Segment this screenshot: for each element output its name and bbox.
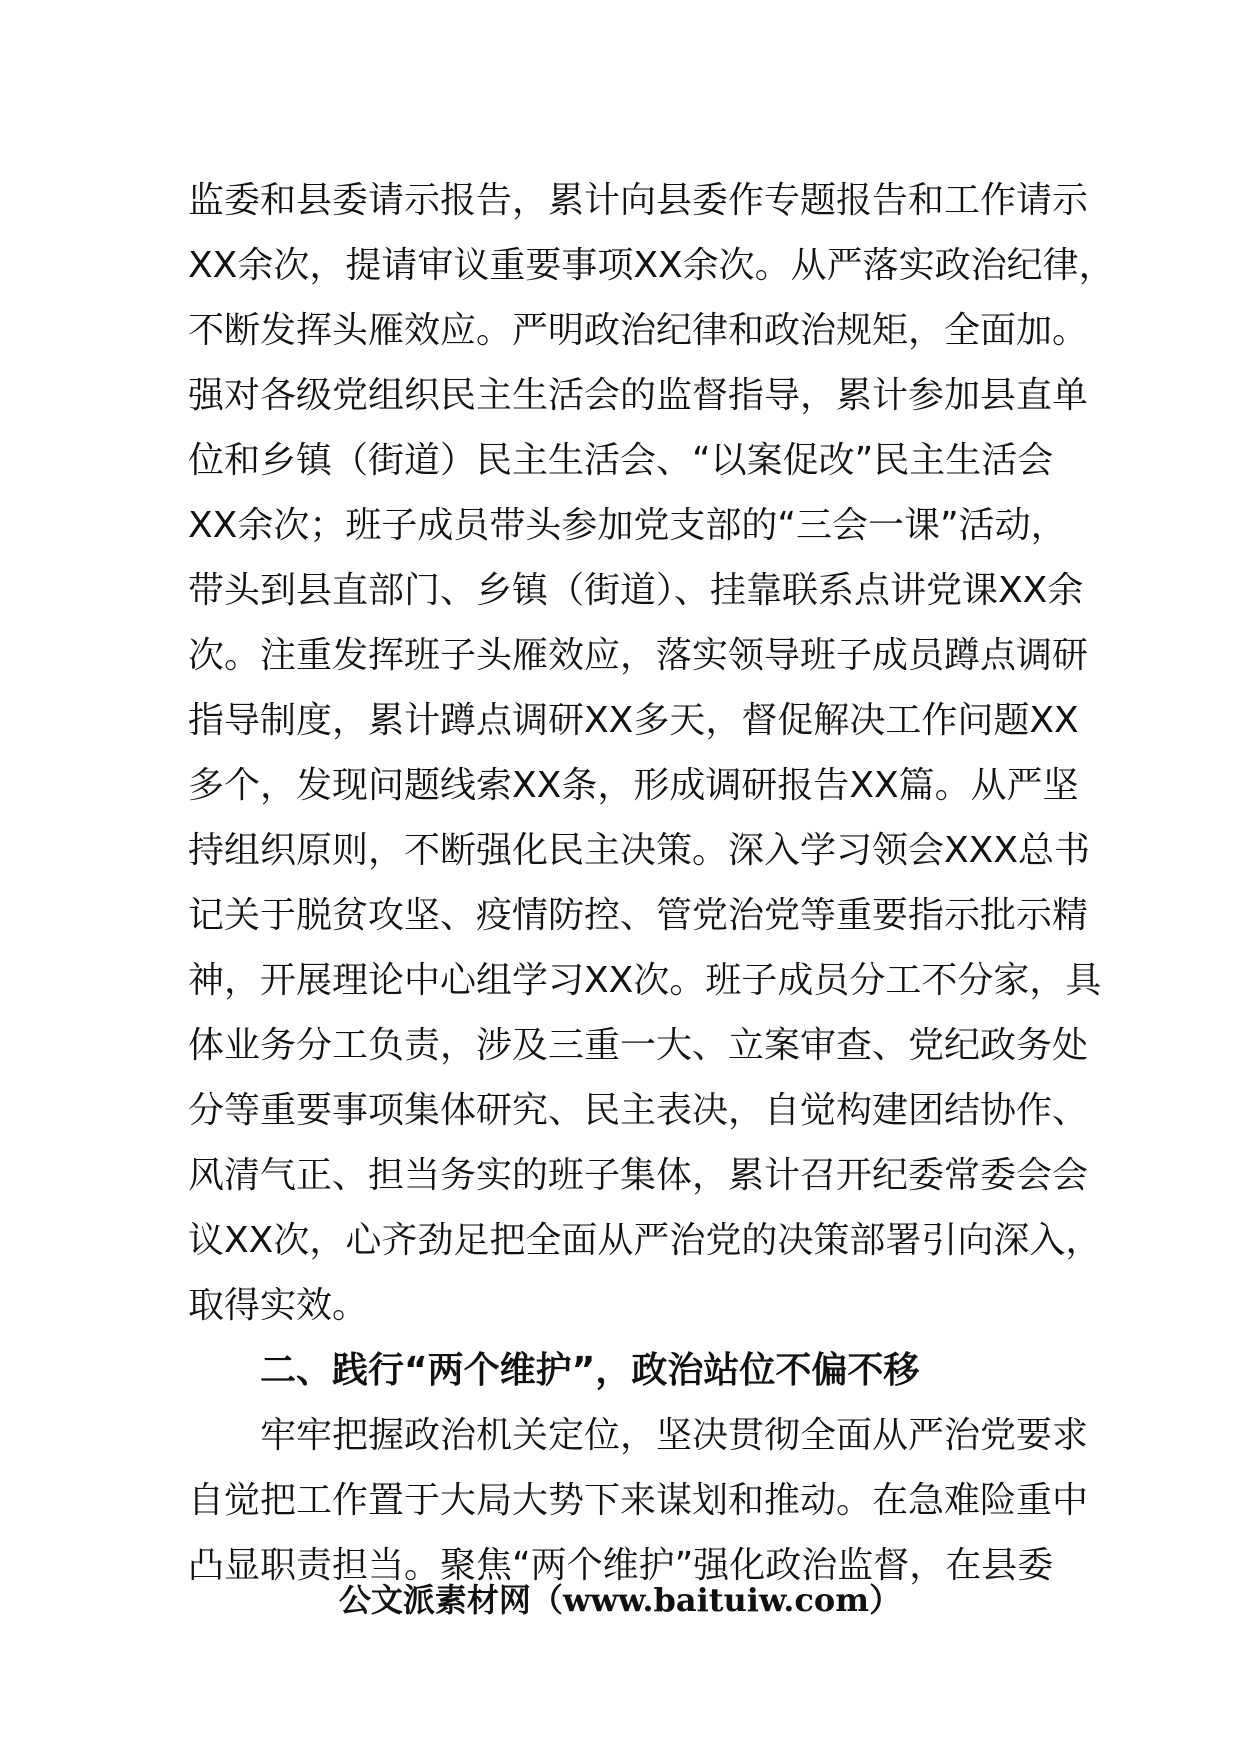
document-body: [188, 168, 1115, 1598]
body-line: 议XX次，心齐劲足把全面从严治党的决策部署引向深入，: [188, 1220, 1102, 1261]
body-line: XX余次，提请审议重要事项XX余次。从严落实政治纪律，: [188, 245, 1115, 286]
body-line: 风清气正、担当务实的班子集体，累计召开纪委常委会会: [188, 1155, 1089, 1196]
body-line: 强对各级党组织民主生活会的监督指导，累计参加县直单: [188, 375, 1089, 416]
footer-watermark: 公文派素材网（www.baituiw.com）: [338, 1581, 902, 1619]
section-heading: 二、践行“两个维护”，政治站位不偏不移: [260, 1350, 920, 1391]
body-line: 位和乡镇（街道）民主生活会、“以案促改”民主生活会: [188, 440, 1054, 481]
body-line: 分等重要事项集体研究、民主表决，自觉构建团结协作、: [188, 1090, 1089, 1131]
body-line: 记关于脱贫攻坚、疫情防控、管党治党等重要指示批示精: [188, 895, 1089, 936]
body-line: 监委和县委请示报告，累计向县委作专题报告和工作请示: [188, 180, 1089, 221]
section-line: 自觉把工作置于大局大势下来谋划和推动。在急难险重中: [188, 1480, 1089, 1521]
body-line: 不断发挥头雁效应。严明政治纪律和政治规矩，全面加。: [188, 310, 1089, 351]
section-line: 牢牢把握政治机关定位，坚决贯彻全面从严治党要求: [260, 1415, 1089, 1456]
body-line: 次。注重发挥班子头雁效应，落实领导班子成员蹲点调研: [188, 635, 1089, 676]
body-line: 神，开展理论中心组学习XX次。班子成员分工不分家，具: [188, 960, 1102, 1001]
body-line: 取得实效。: [188, 1285, 369, 1326]
body-line: 多个，发现问题线索XX条，形成调研报告XX篇。从严坚: [188, 765, 1079, 806]
body-line: 带头到县直部门、乡镇（街道）、挂靠联系点讲党课XX余: [188, 570, 1084, 611]
body-line: 指导制度，累计蹲点调研XX多天，督促解决工作问题XX: [188, 700, 1079, 741]
body-line: XX余次；班子成员带头参加党支部的“三会一课”活动，: [188, 505, 1067, 546]
body-line: 持组织原则，不断强化民主决策。深入学习领会XXX总书: [188, 830, 1090, 871]
body-line: 体业务分工负责，涉及三重一大、立案审查、党纪政务处: [188, 1025, 1089, 1066]
section-line: 凸显职责担当。聚焦“两个维护”强化政治监督，在县委: [188, 1545, 1054, 1586]
